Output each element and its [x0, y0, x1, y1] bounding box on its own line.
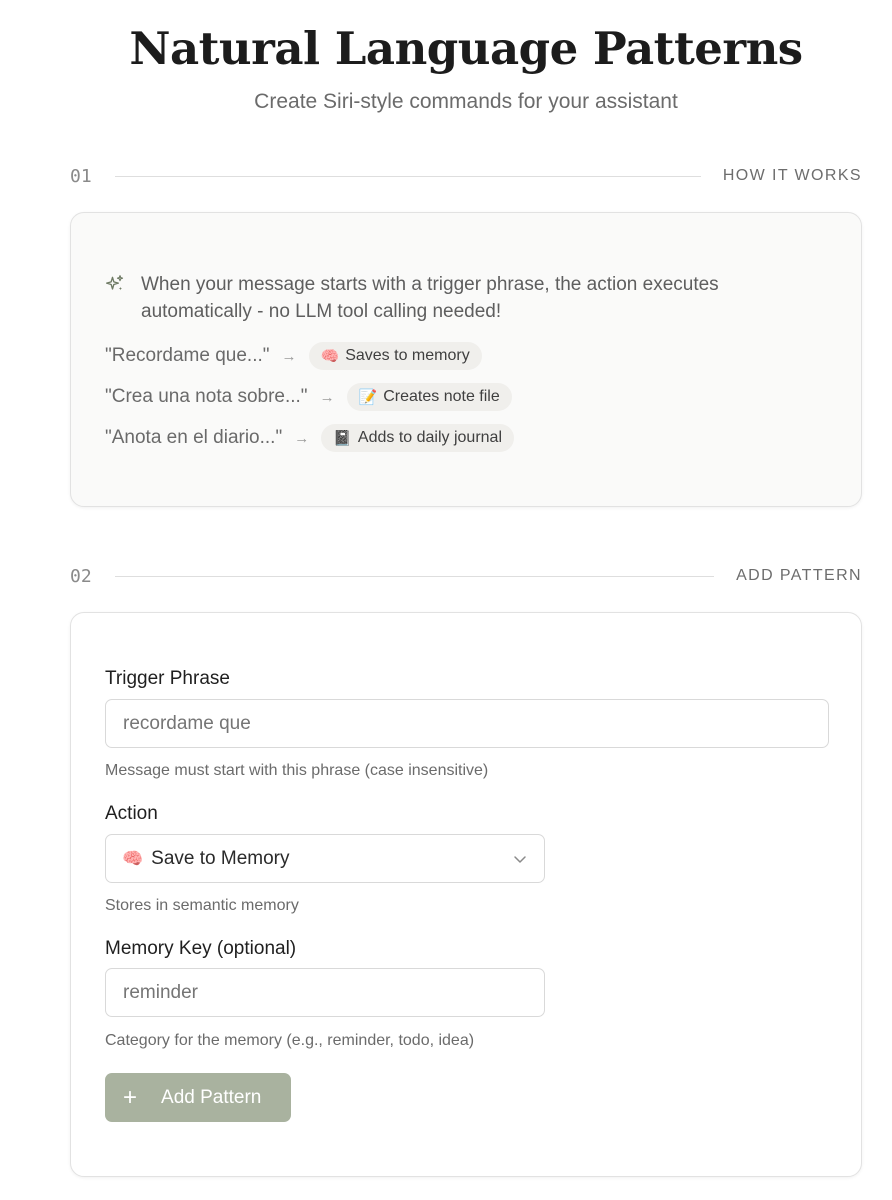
plus-icon: +	[123, 1083, 138, 1111]
result-chip	[347, 383, 512, 411]
chip-label: Saves to memory	[345, 347, 470, 364]
trigger-phrase-label: Trigger Phrase	[105, 668, 230, 689]
intro-row	[105, 271, 781, 325]
result-chip	[309, 342, 482, 370]
action-label: Action	[105, 803, 158, 824]
example-row	[105, 382, 512, 412]
add-pattern-form	[70, 612, 862, 1177]
action-selected-value: Save to Memory	[151, 847, 290, 869]
example-row	[105, 423, 514, 453]
example-phrase: "Anota en el diario..."	[105, 427, 283, 448]
section-divider	[115, 176, 701, 177]
example-phrase: "Recordame que..."	[105, 345, 270, 366]
section-divider	[115, 576, 714, 577]
how-it-works-card	[70, 212, 862, 507]
brain-icon: 🧠	[122, 848, 144, 868]
example-phrase: "Crea una nota sobre..."	[105, 386, 308, 407]
section-header-add-pattern	[70, 564, 862, 588]
trigger-phrase-hint: Message must start with this phrase (case insensitive)	[105, 762, 489, 779]
example-row	[105, 341, 482, 371]
trigger-phrase-input[interactable]	[105, 699, 829, 748]
section-number: 01	[70, 165, 92, 187]
add-pattern-button[interactable]	[105, 1073, 291, 1122]
section-header-how-it-works	[70, 164, 862, 188]
add-pattern-label: Add Pattern	[161, 1086, 262, 1108]
arrow-right-icon: →	[281, 347, 297, 365]
memory-key-label: Memory Key (optional)	[105, 938, 297, 959]
section-label: HOW IT WORKS	[722, 167, 862, 184]
action-hint: Stores in semantic memory	[105, 897, 299, 914]
memory-key-hint: Category for the memory (e.g., reminder, todo, idea)	[105, 1032, 475, 1049]
chip-label: Adds to daily journal	[357, 429, 502, 446]
notebook-icon: 📓	[333, 430, 352, 447]
memo-icon: 📝	[358, 389, 378, 406]
memory-key-input[interactable]	[105, 968, 545, 1017]
chip-label: Creates note file	[383, 388, 500, 405]
chevron-down-icon	[512, 851, 528, 867]
result-chip	[321, 424, 514, 452]
page-title: Natural Language Patterns	[129, 22, 803, 75]
section-label: ADD PATTERN	[736, 567, 862, 584]
arrow-right-icon: →	[294, 429, 310, 447]
action-select[interactable]	[105, 834, 545, 883]
intro-text: When your message starts with a trigger phrase, the action executes automatically - no LLM tool calling needed!	[141, 274, 719, 322]
page-subtitle: Create Siri-style commands for your assistant	[254, 90, 678, 113]
section-number: 02	[70, 565, 92, 587]
brain-icon: 🧠	[320, 348, 340, 365]
arrow-right-icon: →	[319, 388, 335, 406]
sparkles-icon	[105, 274, 125, 294]
